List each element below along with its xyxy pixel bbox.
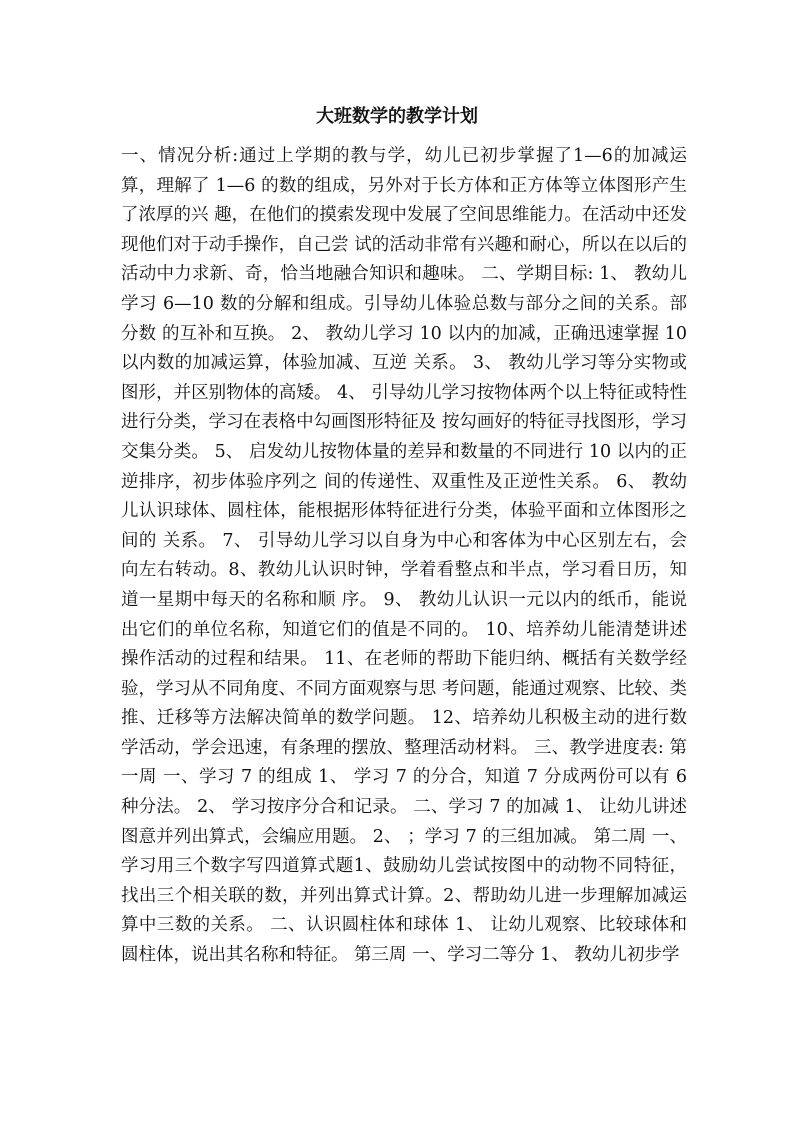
document-title: 大班数学的教学计划 [316, 106, 478, 127]
document-body-text: 一、情况分析:通过上学期的教与学，幼儿已初步掌握了1—6的加减运算，理解了 1—6 的数的组成，另外对于长方体和正方体等立体图形产生了浓厚的兴 趣，在他们的摸索发现中发展了空间思维能力。在活动中还发现他们对于动手操作，自己尝 试的活动非常有兴趣和耐心，所以在以后的活动中力求新、奇，恰当地融合知识和趣味。 二、学期目标: 1、 教幼儿学习 6—10 数的分解和组成。引导幼儿体验总数与部分之间的关系。部分数 的互补和互换。 2、 教幼儿学习 10 以内的加减，正确迅速掌握 10 以内数的加减运算，体验加减、互逆 关系。 3、 教幼儿学习等分实物或图形，并区别物体的高矮。 4、 引导幼儿学习按物体两个以上特征或特性进行分类，学习在表格中勾画图形特征及 按勾画好的特征寻找图形，学习交集分类。 5、 启发幼儿按物体量的差异和数量的不同进行 10 以内的正逆排序，初步体验序列之 间的传递性、双重性及正逆性关系。 6、 教幼儿认识球体、圆柱体，能根据形体特征进行分类，体验平面和立体图形之间的 关系。 7、 引导幼儿学习以自身为中心和客体为中心区别左右，会向左右转动。8、教幼儿认识时钟，学着看整点和半点，学习看日历，知道一星期中每天的名称和顺 序。 9、 教幼儿认识一元以内的纸币，能说出它们的单位名称，知道它们的值是不同的。 10、培养幼儿能清楚讲述操作活动的过程和结果。 11、在老师的帮助下能归纳、概括有关数学经验，学习从不同角度、不同方面观察与思 考问题，能通过观察、比较、类推、迁移等方法解决简单的数学问题。 12、培养幼儿积极主动的进行数学活动，学会迅速，有条理的摆放、整理活动材料。 三、教学进度表: 第一周 一、学习 7 的组成 1、 学习 7 的分合，知道 7 分成两份可以有 6 种分法。 2、 学习按序分合和记录。 二、学习 7 的加减 1、 让幼儿讲述图意并列出算式，会编应用题。 2、 ；学习 7 的三组加减。 第二周 一、学习用三个数字写四道算式题1、鼓励幼儿尝试按图中的动物不同特征，找出三个相关联的数，并列出算式计算。2、帮助幼儿进一步理解加减运算中三数的关系。 二、认识圆柱体和球体 1、 让幼儿观察、比较球体和圆柱体，说出其名称和特征。 第三周 一、学习二等分 1、 教幼儿初步学 [121, 146, 687, 966]
